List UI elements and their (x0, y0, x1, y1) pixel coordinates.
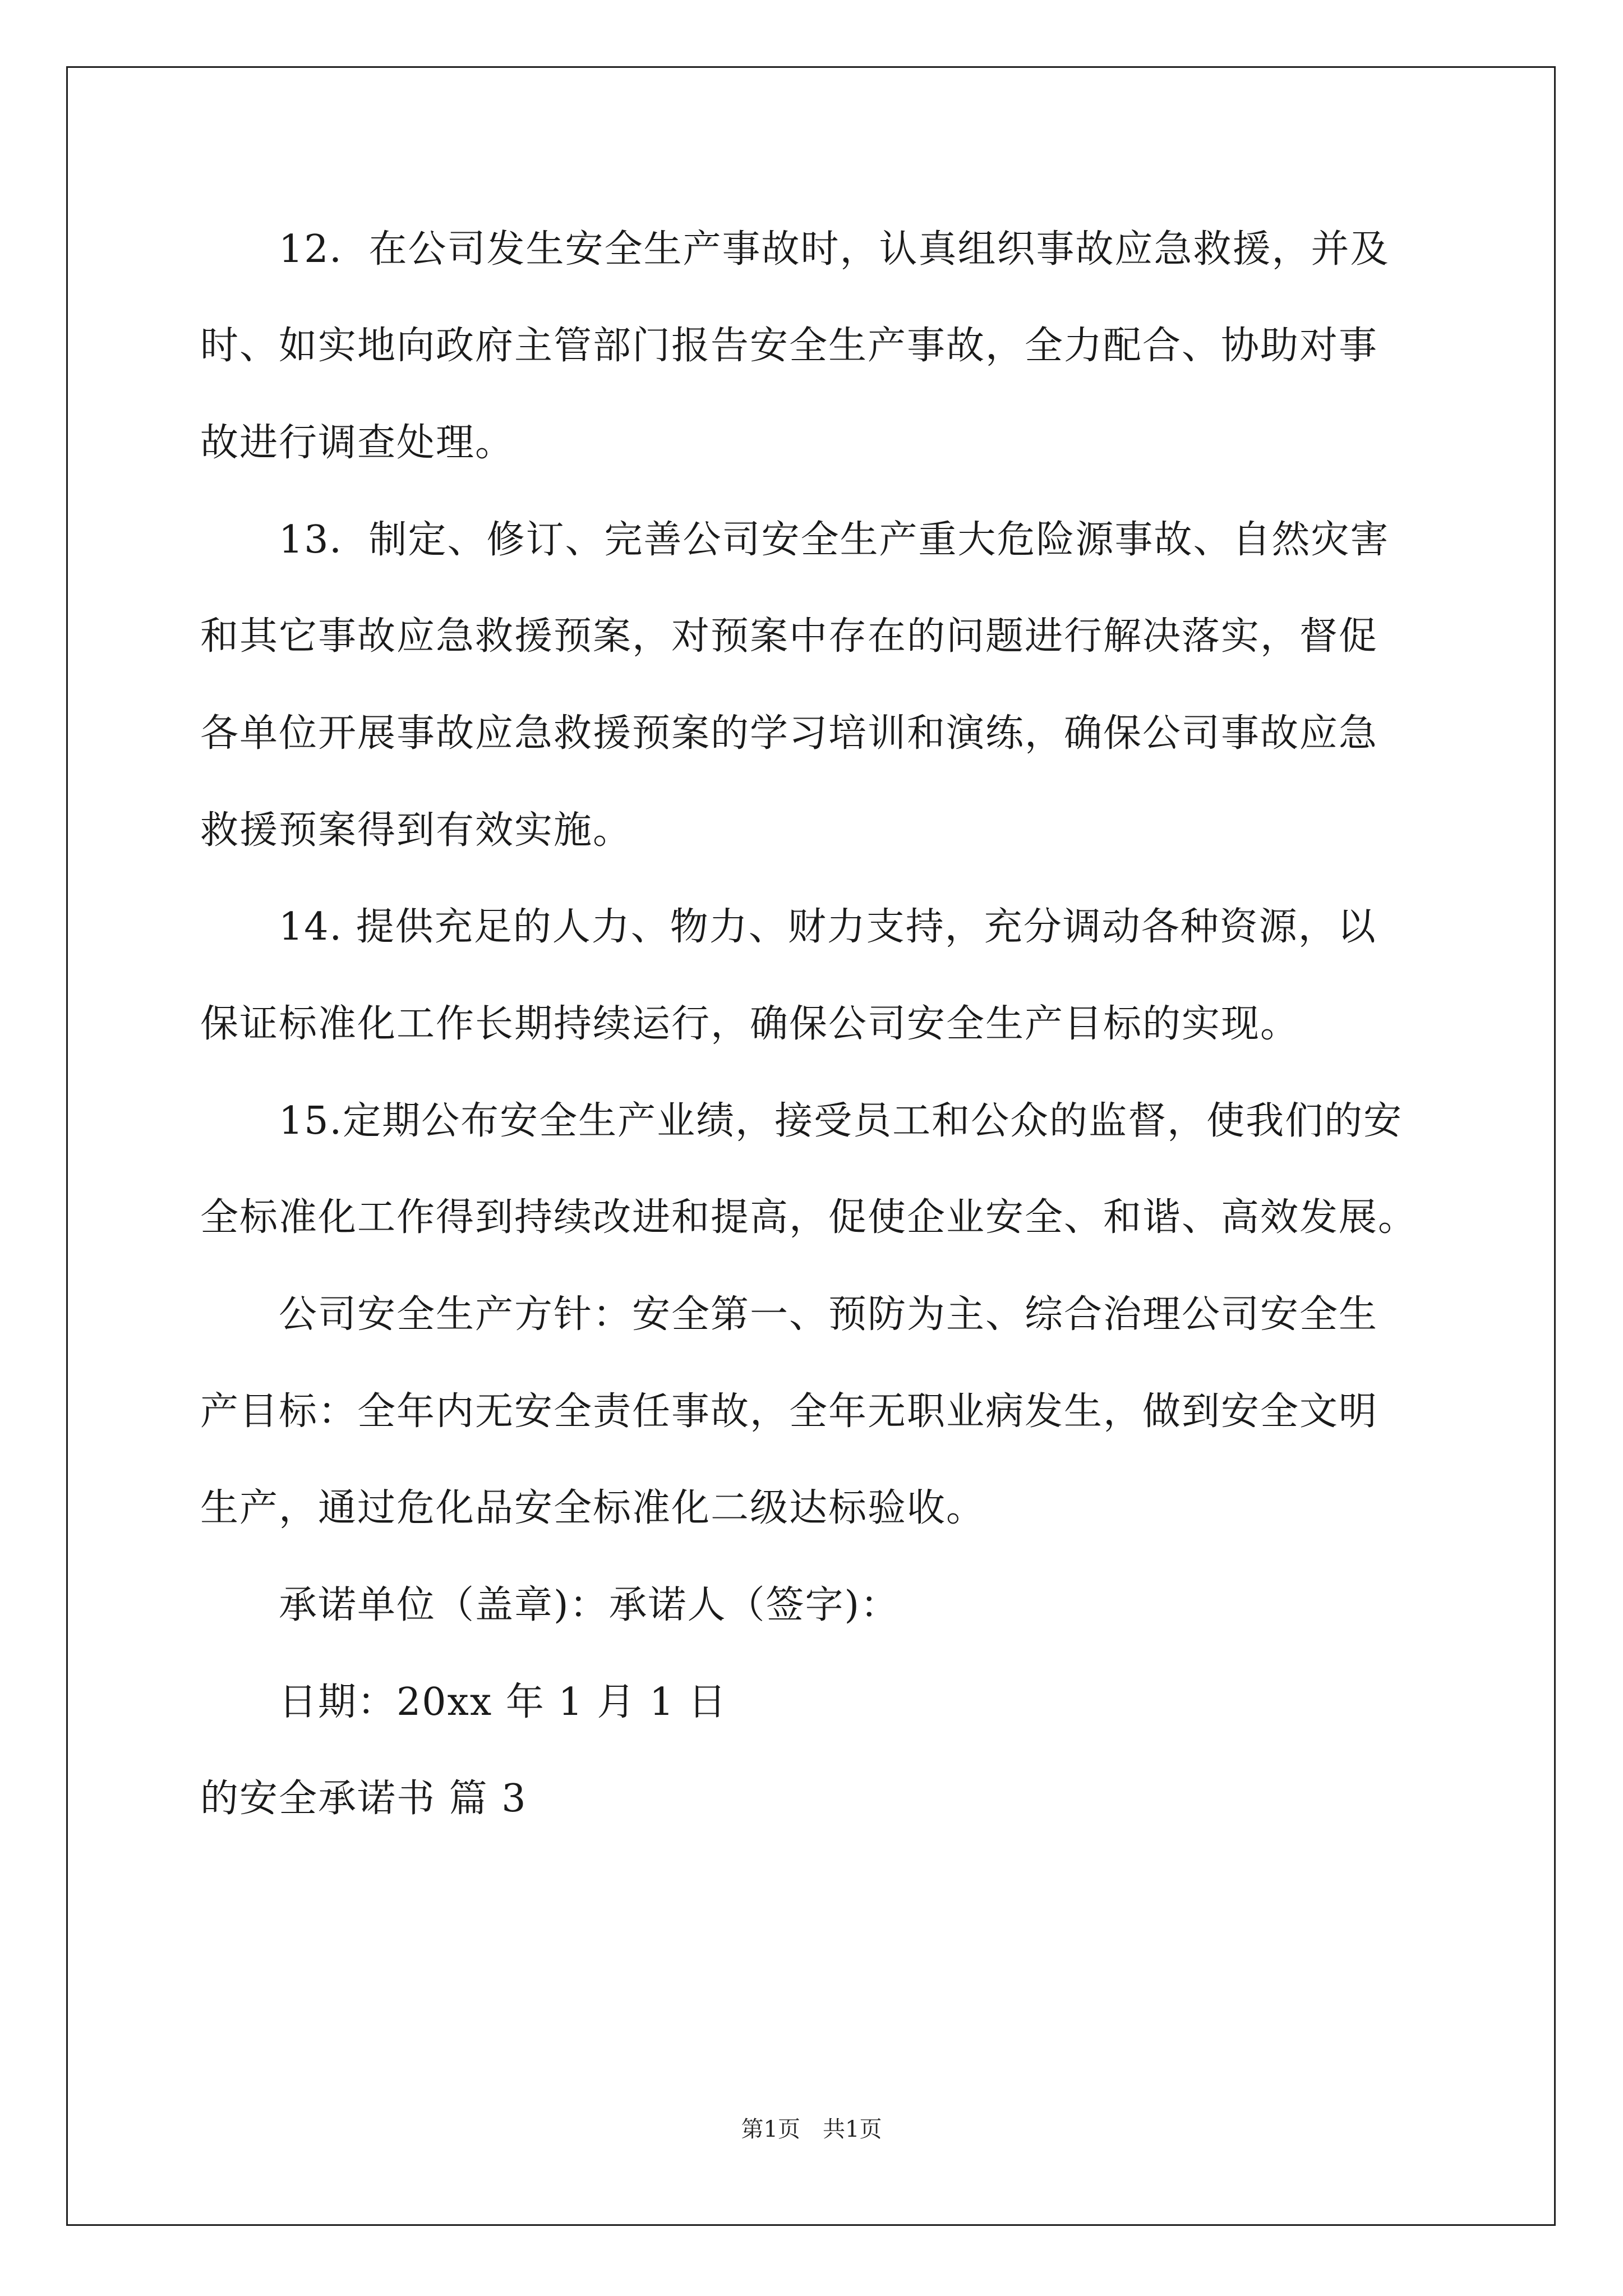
paragraph-14-line-1: 14. 提供充足的人力、物力、财力支持，充分调动各种资源，以 (279, 905, 1377, 949)
signature-line: 承诺单位（盖章)：承诺人（签字)： (279, 1583, 900, 1627)
paragraph-15-line-1: 15.定期公布安全生产业绩，接受员工和公众的监督，使我们的安 (279, 1099, 1403, 1143)
paragraph-12-line-2: 时、如实地向政府主管部门报告安全生产事故，全力配合、协助对事 (200, 324, 1378, 368)
paragraph-12-line-1: 12．在公司发生安全生产事故时，认真组织事故应急救援，并及 (279, 227, 1390, 272)
paragraph-14-line-2: 保证标准化工作长期持续运行，确保公司安全生产目标的实现。 (200, 1002, 1300, 1046)
page-footer: 第1页 共1页 (741, 2116, 882, 2142)
policy-line-2: 产目标：全年内无安全责任事故，全年无职业病发生，做到安全文明 (200, 1389, 1378, 1434)
paragraph-13-line-4: 救援预案得到有效实施。 (200, 808, 633, 853)
paragraph-12-line-3: 故进行调查处理。 (200, 421, 515, 465)
date-line: 日期：20xx 年 1 月 1 日 (279, 1680, 727, 1724)
paragraph-15-line-2: 全标准化工作得到持续改进和提高，促使企业安全、和谐、高效发展。 (200, 1195, 1418, 1240)
section-heading: 的安全承诺书 篇 3 (200, 1777, 527, 1821)
paragraph-13-line-3: 各单位开展事故应急救援预案的学习培训和演练，确保公司事故应急 (200, 711, 1378, 756)
paragraph-13-line-1: 13．制定、修订、完善公司安全生产重大危险源事故、自然灾害 (279, 518, 1390, 562)
policy-line-3: 生产，通过危化品安全标准化二级达标验收。 (200, 1486, 986, 1530)
paragraph-13-line-2: 和其它事故应急救援预案，对预案中存在的问题进行解决落实，督促 (200, 614, 1378, 659)
page-border (66, 66, 1556, 2226)
policy-line-1: 公司安全生产方针：安全第一、预防为主、综合治理公司安全生 (279, 1292, 1378, 1337)
